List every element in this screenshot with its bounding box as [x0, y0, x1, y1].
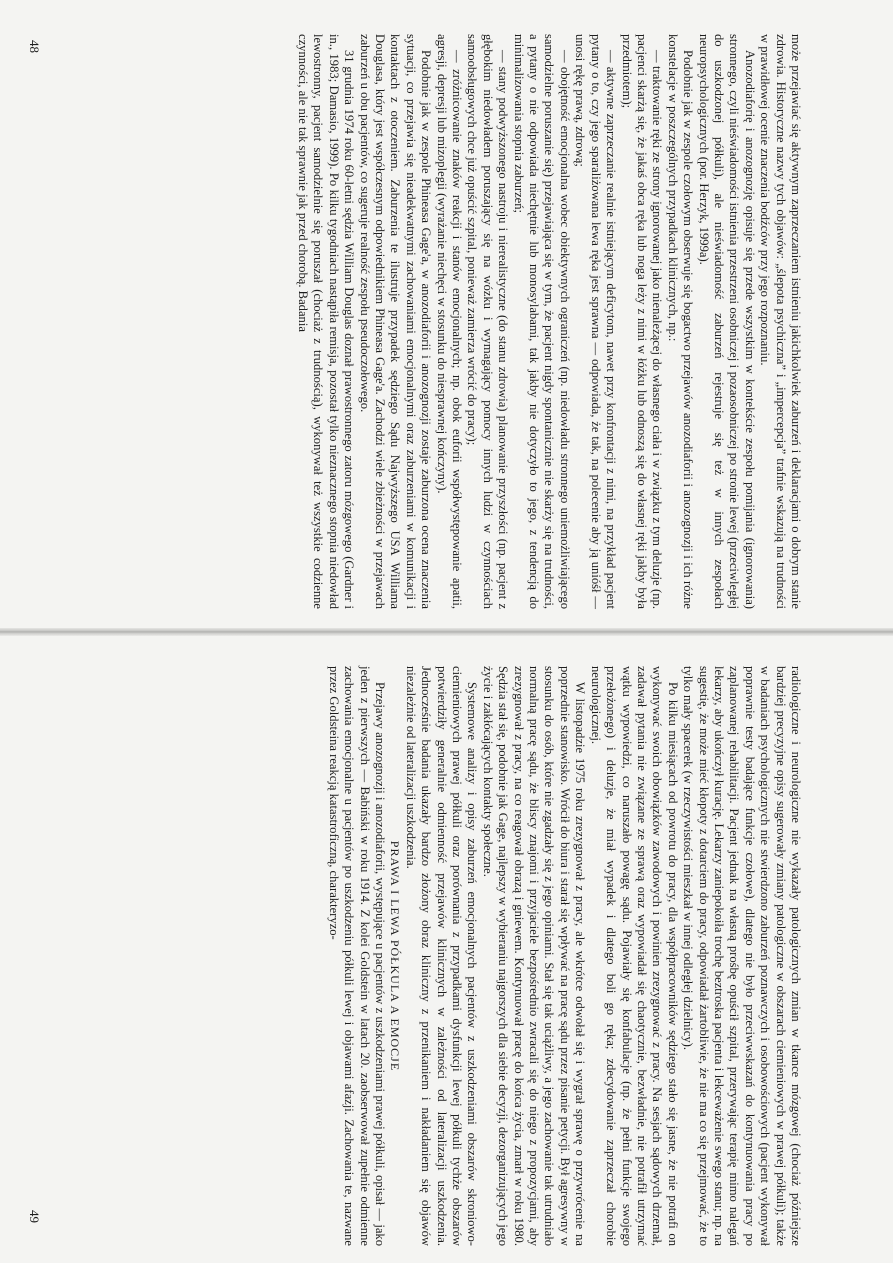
- paragraph: — obojętność emocjonalna wobec obiektywnych ograniczeń (np. niedowładu stronnego uniemożliwiającego samodzielne poruszanie się) przejawiająca się w tym, że pacjent nigdy spontanicznie nie skarży się na trudności, a pytany o nie odpowiada niechętnie lub monosylabami, tak jakby nie dotyczyło to jego, z tendencją do minimalizowania stopnia zaburzeń;: [511, 34, 572, 609]
- paragraph: Po kilku miesiącach od powrotu do pracy, dla współpracowników sędziego stało się jasne, że nie potrafi on wykonywać swoich obowiązków zawodowych i powinien zrezygnować z pracy. Na sesjach sądowych drzemał, zadawał pytania nie związane ze sprawą oraz wypowiadał się chaotycznie, bezwładnie, nie potrafił utrzymać wątku wypowiedzi, co naruszało powagę sądu. Pojawiały się konfabulacje (np. że pełni funkcje swojego przełożonego) i deluzje, że miał wypadek i dlatego boli go ręka; zdecydowanie zaprzeczał chorobie neurologicznej.: [588, 666, 680, 1246]
- page-number-right: 49: [27, 1210, 42, 1223]
- paragraph: W listopadzie 1975 roku zrezygnował z pracy, ale wkrótce odwołał się i wygrał sprawę o przywrócenie na poprzednie stanowisko. Wrócił do biura i starał się wpływać na pracę sądu przez pisanie petycji. Był agresywny w stosunku do osób, które nie zgadzały się z jego opiniami. Stał się tak uciążliwy, a jego zachowanie tak utrudniało normalną pracę sądu, że bliscy znajomi i przyjaciele bezpośrednio zwracali się do niego z propozycjami, aby zrezygnował z pracy, na co reagował obrazą i gniewem. Kontynuował pracę do końca życia, zmarł w roku 1980. Sędzia stał się, podobnie jak Gage, najlepszy w wybieraniu najgorszych dla siebie decyzji, dezorganizujących jego życie i zakłócających kontakty społeczne.: [480, 666, 588, 1246]
- left-page: [0, 0, 893, 631]
- page-number-left: 48: [27, 40, 42, 53]
- paragraph: Podobnie jak w zespole Phineasa Gage'a, w anozodiaforii i anozognozji zostaje zaburzona ocena znaczenia sytuacji, co przejawia się nieadekwatnymi zachowaniami emocjonalnymi oraz zaburzeniami w komunikacji i kontaktach z otoczeniem. Zaburzenia te ilustruje przypadek sędziego Sądu Najwyższego USA Williama Douglasa, który jest współczesnym odpowiednikiem Phineasa Gage'a. Zachodzi wiele zbieżności w przejawach zaburzeń u obu pacjentów, co sugeruje realność zespołu pseudoczołowego.: [357, 34, 434, 609]
- paragraph: Podobnie jak w zespole czołowym obserwuje się bogactwo przejawów anozodiaforii i anozognozji i ich różne konstelacje w poszczególnych przypadkach klinicznych, np.:: [665, 34, 696, 609]
- paragraph: — stany podwyższonego nastroju i nierealistyczne (do stanu zdrowia) planowanie przyszłości (np. pacjent z głębokim niedowładem poruszający się na wózku i wymagający pomocy innych ludzi w czynnościach samoobsługowych chce już opuścić szpital, ponieważ zamierza wrócić do pracy);: [465, 34, 511, 609]
- paragraph: 31 grudnia 1974 roku 60-letni sędzia William Douglas doznał prawostronnego zatoru mózgowego (Gardner i in., 1983; Damasio, 1999). Po kilku tygodniach nastąpiła remisja, pozostał tylko nieznacznego stopnia niedowład lewostronny, pacjent samodzielnie się poruszał (chociaż z trudnością), wykonywał też wszystkie codzienne czynności, ale nie tak sprawnie jak przed chorobą. Badania: [296, 34, 357, 609]
- paragraph: radiologiczne i neurologiczne nie wykazały patologicznych zmian w tkance mózgowej (chociaż późniejsze bardziej precyzyjne opisy sugerowały zmiany patologiczne w obszarach ciemieniowych w prawej półkuli); także w badaniach psychologicznych nie stwierdzono zaburzeń poznawczych i osobowościowych (pacjent wykonywał poprawnie testy badające funkcje czołowe), dlatego nie było przeciwwskazań do kontynuowania pracy po zaplanowanej rehabilitacji. Pacjent jednak na własną prośbę opuścił szpital, przerywając terapię mimo nalegań lekarzy, aby ukończył kurację. Lekarzy zaniepokoiła trochę beztroska pacjenta i lekceważenie swego stanu; np. na sugestię, że może mieć kłopoty z dotarciem do pracy, odpowiadał żartobliwie, że nie ma co się przejmować, że to tylko mały spacerek (w rzeczywistości mieszkał w innej odległej dzielnicy).: [681, 666, 803, 1246]
- paragraph: może przejawiać się aktywnym zaprzeczaniem istnieniu jakichkolwiek zaburzeń i deklaracjami o dobrym stanie zdrowia. Historyczne nazwy tych objawów: „ślepota psychiczna” i „impercepcja” trafnie wskazują na trudności w prawidłowej ocenie znaczenia bodźców przy jego rozpoznaniu.: [758, 34, 803, 609]
- paragraph: Systemowe analizy i opisy zaburzeń emocjonalnych pacjentów z uszkodzeniami obszarów skroniowo-ciemieniowych prawej półkuli oraz porównania z przypadkami dysfunkcji lewej półkuli tychże obszarów potwierdziły generalnie odmienność przejawów klinicznych w zależności od lateralizacji uszkodzenia. Jednocześnie badania ukazały bardzo złożony obraz kliniczny z przenikaniem i nakładaniem się objawów niezależnie od lateralizacji uszkodzenia.: [403, 666, 480, 1246]
- paragraph: — aktywne zaprzeczanie realnie istniejącym deficytom, nawet przy konfrontacji z nimi, na przykład pacjent pytany o to, czy jego sparaliżowana lewa ręka jest sprawna — odpowiada, że tak, na polecenie aby ją unióśł — unosi rękę prawą, zdrową;: [573, 34, 619, 609]
- paragraph: Anozodiaforię i anozognozję opisuje się przede wszystkim w kontekście zespołu pomijania (ignorowania) stronnego, czyli nieświadomości istnienia przestrzeni osobniczej i pozaosobniczej po stronie lewej (przeciwległej do uszkodzonej półkuli), ale nieświadomość zaburzeń rejestruje się też w innych zespołach neuropsychologicznych (por. Herzyk, 1999a).: [696, 34, 757, 609]
- paragraph: Przejawy anozognozji i anozodiaforii, występujące u pacjentów z uszkodzeniami prawej półkuli, opisał — jako jeden z pierwszych — Babiński w roku 1914. Z kolei Goldstein w latach 20. zaobserwował zupełnie odmienne zachowania emocjonalne u pacjentów po uszkodzeniu półkuli lewej i objawami afazji. Zachowania te, nazwane przez Goldsteina reakcją katastroficzną, charakteryzo-: [326, 666, 388, 1246]
- paragraph: — traktowanie ręki ze strony ignorowanej jako nienależącej do własnego ciała i w związku z tym deluzje (np. pacjenci skarżą się, że jakaś obca ręka lub noga leży z nimi w łóżku lub odnoszą się do własnej ręki jakby była przedmiotem);: [619, 34, 665, 609]
- right-page: [0, 632, 893, 1263]
- left-page-body: [295, 34, 803, 609]
- section-heading: PRAWA I LEWA PÓŁKULA A EMOCJE: [388, 840, 403, 1072]
- right-page-body: [325, 666, 803, 1246]
- paragraph: — zróżnicowanie znaków reakcji i stanów emocjonalnych; np. obok euforii współwystępowanie apatii, agresji, depresji lub mizoplegii (wyrażanie niechęci w stosunku do niesprawnej kończyny).: [434, 34, 465, 609]
